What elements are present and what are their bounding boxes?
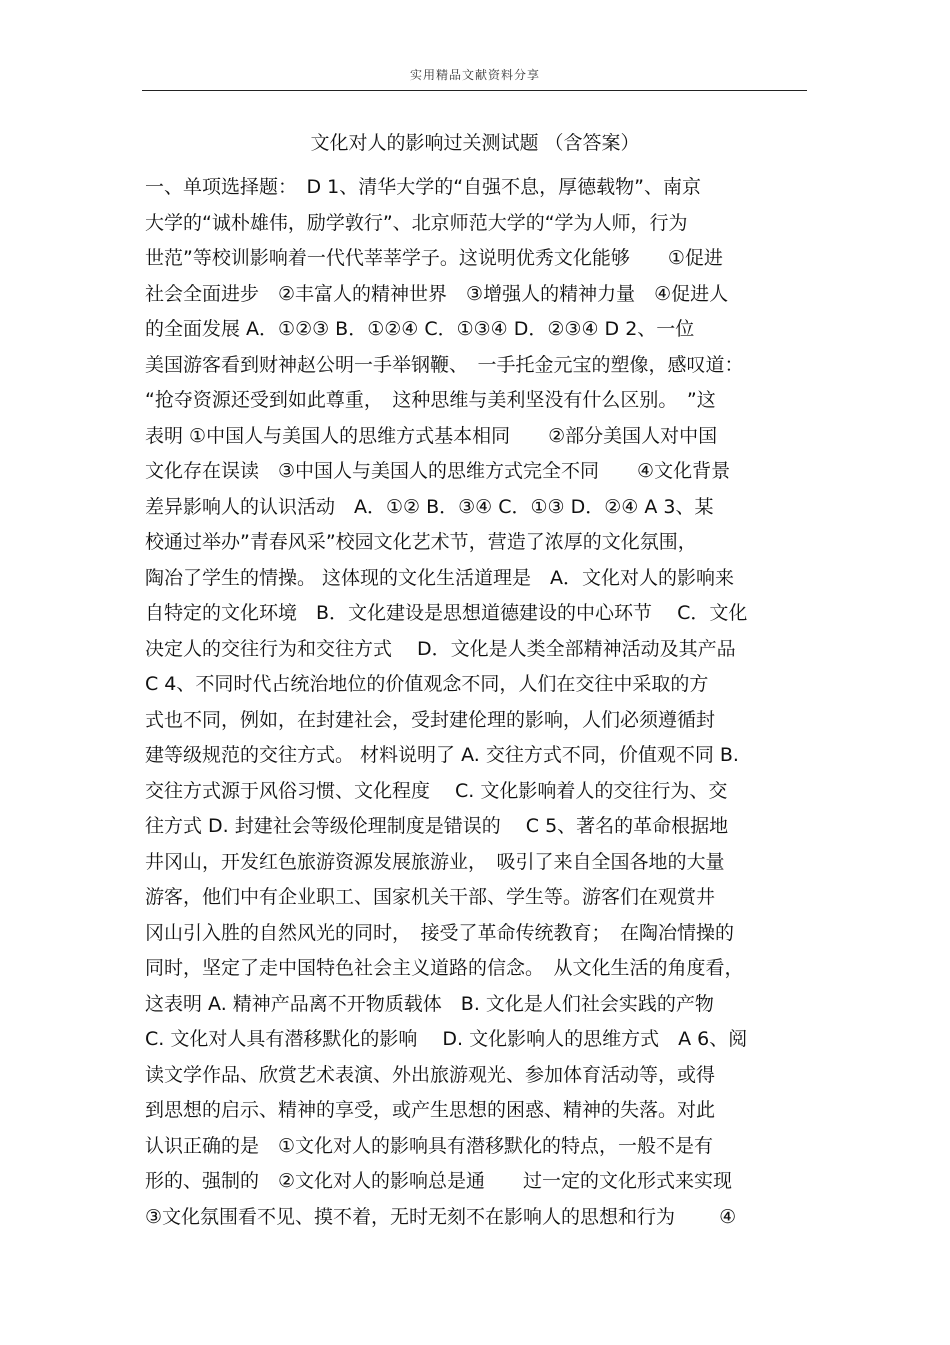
body-line: 的全面发展 A．①②③ B．①②④ C．①③④ D．②③④ D 2、一位 <box>145 318 695 340</box>
document-body <box>145 170 815 1235</box>
body-line: 游客，他们中有企业职工、国家机关干部、学生等。游客们在观赏井 <box>145 886 716 908</box>
document-title: 文化对人的影响过关测试题 （含答案） <box>310 132 640 154</box>
body-line: 交往方式源于风俗习惯、文化程度 C. 文化影响着人的交往行为、交 <box>145 779 728 802</box>
body-line: 世范”等校训影响着一代代莘莘学子。这说明优秀文化能够 ①促进 <box>145 247 723 269</box>
body-line: 美国游客看到财神赵公明一手举钢鞭、 一手托金元宝的塑像，感叹道： <box>145 353 744 376</box>
body-line: 差异影响人的认识活动 A．①② B．③④ C．①③ D．②④ A 3、某 <box>145 495 714 518</box>
body-line: 形的、强制的 ②文化对人的影响总是通 过一定的文化形式来实现 <box>145 1170 733 1192</box>
body-line: 往方式 D. 封建社会等级伦理制度是错误的 C 5、著名的革命根据地 <box>145 815 729 837</box>
header-divider <box>142 90 807 91</box>
body-line: 文化存在误读 ③中国人与美国人的思维方式完全不同 ④文化背景 <box>145 460 731 482</box>
body-line: 冈山引入胜的自然风光的同时， 接受了革命传统教育； 在陶冶情操的 <box>145 921 735 944</box>
body-line: 建等级规范的交往方式。 材料说明了 A. 交往方式不同，价值观不同 B. <box>145 744 739 766</box>
body-line: 同时，坚定了走中国特色社会主义道路的信念。 从文化生活的角度看， <box>145 957 744 979</box>
body-line: 一、单项选择题： D 1、清华大学的“自强不息，厚德载物”、南京 <box>145 176 701 198</box>
body-line: 到思想的启示、精神的享受，或产生思想的困惑、精神的失落。对此 <box>145 1099 716 1121</box>
body-line: 这表明 A. 精神产品离不开物质载体 B. 文化是人们社会实践的产物 <box>145 992 714 1015</box>
body-line: 式也不同，例如，在封建社会，受封建伦理的影响，人们必须遵循封 <box>145 708 716 731</box>
body-line: 井冈山，开发红色旅游资源发展旅游业， 吸引了来自全国各地的大量 <box>145 850 725 873</box>
page-header: 实用精品文献资料分享 <box>409 68 540 82</box>
body-line: 自特定的文化环境 B．文化建设是思想道德建设的中心环节 C．文化 <box>145 602 748 624</box>
body-line: ③文化氛围看不见、摸不着，无时无刻不在影响人的思想和行为 ④ <box>145 1205 737 1228</box>
body-line: 读文学作品、欣赏艺术表演、外出旅游观光、参加体育活动等，或得 <box>145 1063 716 1086</box>
body-line: 决定人的交往行为和交往方式 D．文化是人类全部精神活动及其产品 <box>145 637 736 660</box>
body-line: 校通过举办”青春风采”校园文化艺术节，营造了浓厚的文化氛围， <box>145 531 697 553</box>
body-line: 认识正确的是 ①文化对人的影响具有潜移默化的特点，一般不是有 <box>145 1134 714 1157</box>
body-line: “抢夺资源还受到如此尊重， 这种思维与美利坚没有什么区别。 ”这 <box>145 389 716 411</box>
body-line: 大学的“诚朴雄伟，励学敦行”、北京师范大学的“学为人师，行为 <box>145 211 688 234</box>
body-line: C 4、不同时代占统治地位的价值观念不同，人们在交往中采取的方 <box>145 673 709 695</box>
body-line: 表明 ①中国人与美国人的思维方式基本相同 ②部分美国人对中国 <box>145 424 718 447</box>
body-line: 陶冶了学生的情操。 这体现的文化生活道理是 A．文化对人的影响来 <box>145 566 735 589</box>
body-line: C. 文化对人具有潜移默化的影响 D. 文化影响人的思维方式 A 6、阅 <box>145 1028 748 1050</box>
body-line: 社会全面进步 ②丰富人的精神世界 ③增强人的精神力量 ④促进人 <box>145 282 729 305</box>
